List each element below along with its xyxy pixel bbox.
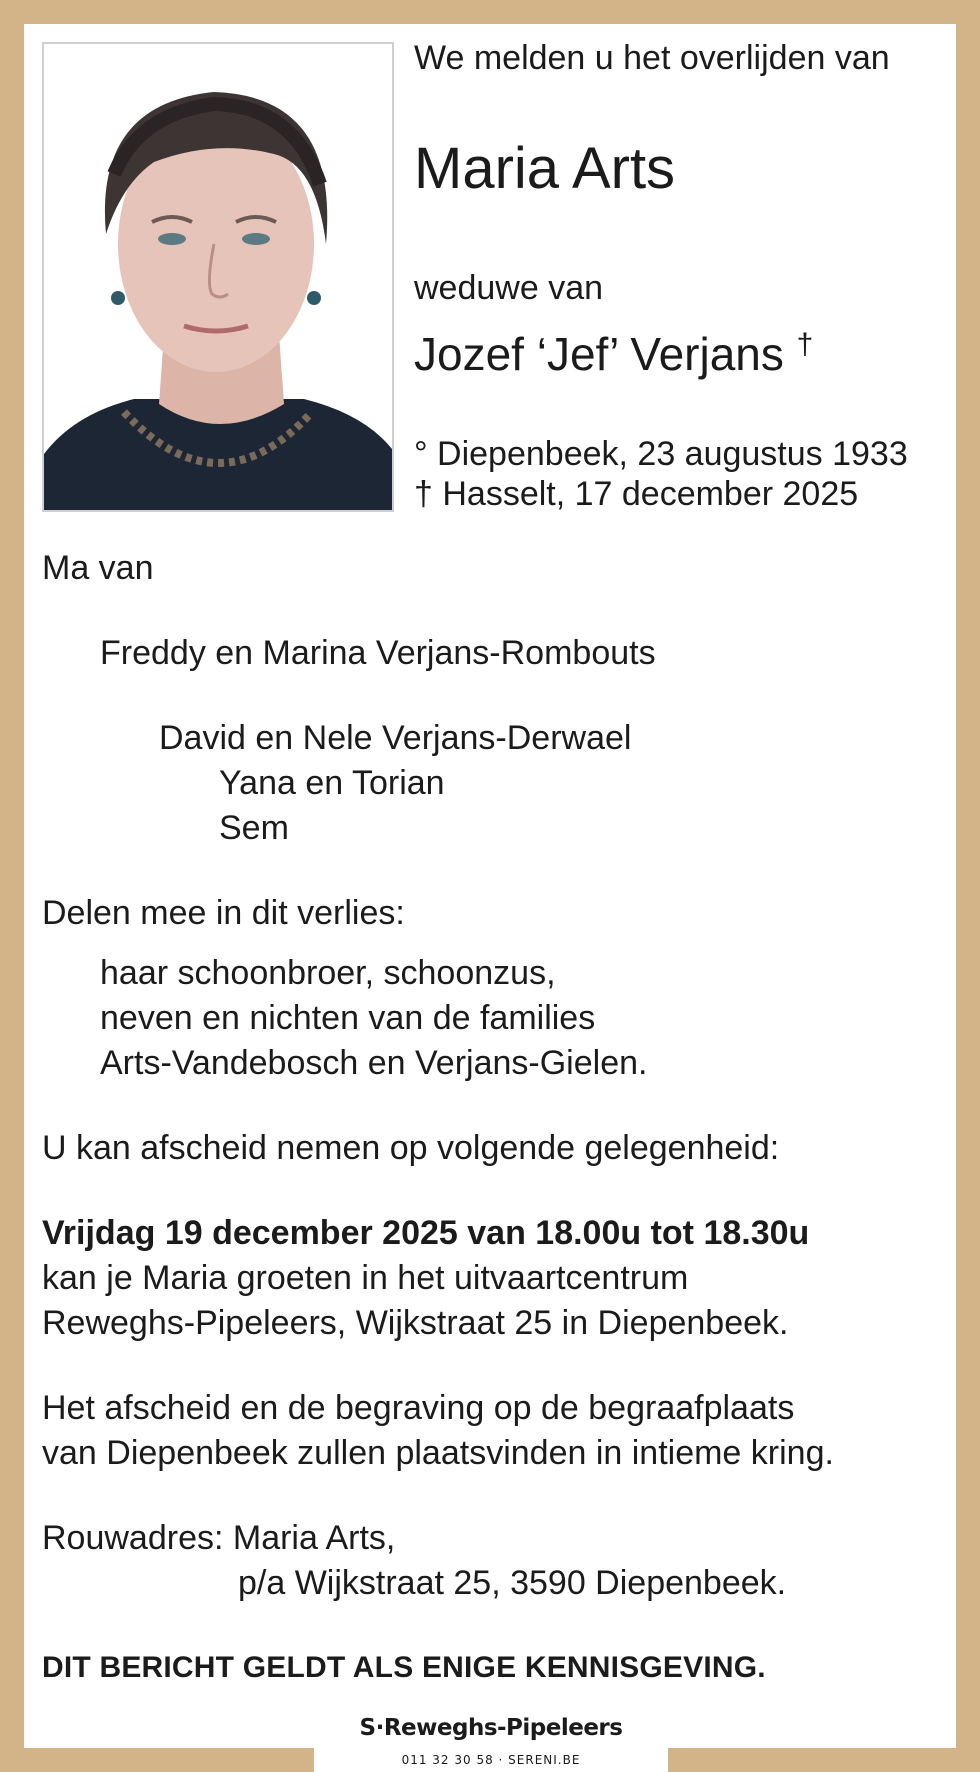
grandchildren-line: David en Nele Verjans-Derwael bbox=[159, 719, 632, 757]
announcement-intro: We melden u het overlijden van bbox=[414, 39, 890, 77]
great-grandchildren-line: Yana en Torian bbox=[219, 764, 445, 802]
burial-line: Het afscheid en de begraving op de begraafplaats bbox=[42, 1389, 795, 1427]
funeral-home-contact: 011 32 30 58 · SERENI.BE bbox=[401, 1753, 581, 1767]
spouse-name: Jozef ‘Jef’ Verjans bbox=[414, 328, 784, 380]
closing-notice: DIT BERICHT GELDT ALS ENIGE KENNISGEVING. bbox=[42, 1651, 766, 1684]
death-line: † Hasselt, 17 december 2025 bbox=[414, 475, 859, 513]
relatives-line: haar schoonbroer, schoonzus, bbox=[100, 954, 556, 992]
relatives-line: neven en nichten van de families bbox=[100, 999, 596, 1037]
spouse-name-line bbox=[414, 318, 813, 381]
relatives-line: Arts-Vandebosch en Verjans-Gielen. bbox=[100, 1044, 648, 1082]
mother-of-label: Ma van bbox=[42, 549, 154, 587]
cross-icon: † bbox=[796, 328, 814, 361]
funeral-home-logo: S·Reweghs-Pipeleers bbox=[359, 1715, 623, 1741]
portrait-photo bbox=[42, 42, 394, 512]
farewell-details: kan je Maria groeten in het uitvaartcentrum bbox=[42, 1259, 689, 1297]
farewell-date: Vrijdag 19 december 2025 van 18.00u tot 18.30u bbox=[42, 1214, 810, 1252]
farewell-intro: U kan afscheid nemen op volgende gelegenheid: bbox=[42, 1129, 780, 1167]
burial-line: van Diepenbeek zullen plaatsvinden in intieme kring. bbox=[42, 1434, 834, 1472]
share-label: Delen mee in dit verlies: bbox=[42, 894, 405, 932]
widow-label: weduwe van bbox=[414, 269, 604, 307]
great-grandchildren-line: Sem bbox=[219, 809, 289, 847]
deceased-name: Maria Arts bbox=[414, 136, 676, 201]
birth-line: ° Diepenbeek, 23 augustus 1933 bbox=[414, 435, 908, 473]
mourning-address-label: Rouwadres: Maria Arts, bbox=[42, 1519, 396, 1557]
children-line: Freddy en Marina Verjans-Rombouts bbox=[100, 634, 656, 672]
farewell-details: Reweghs-Pipeleers, Wijkstraat 25 in Diepenbeek. bbox=[42, 1304, 789, 1342]
mourning-address-line: p/a Wijkstraat 25, 3590 Diepenbeek. bbox=[238, 1564, 787, 1602]
